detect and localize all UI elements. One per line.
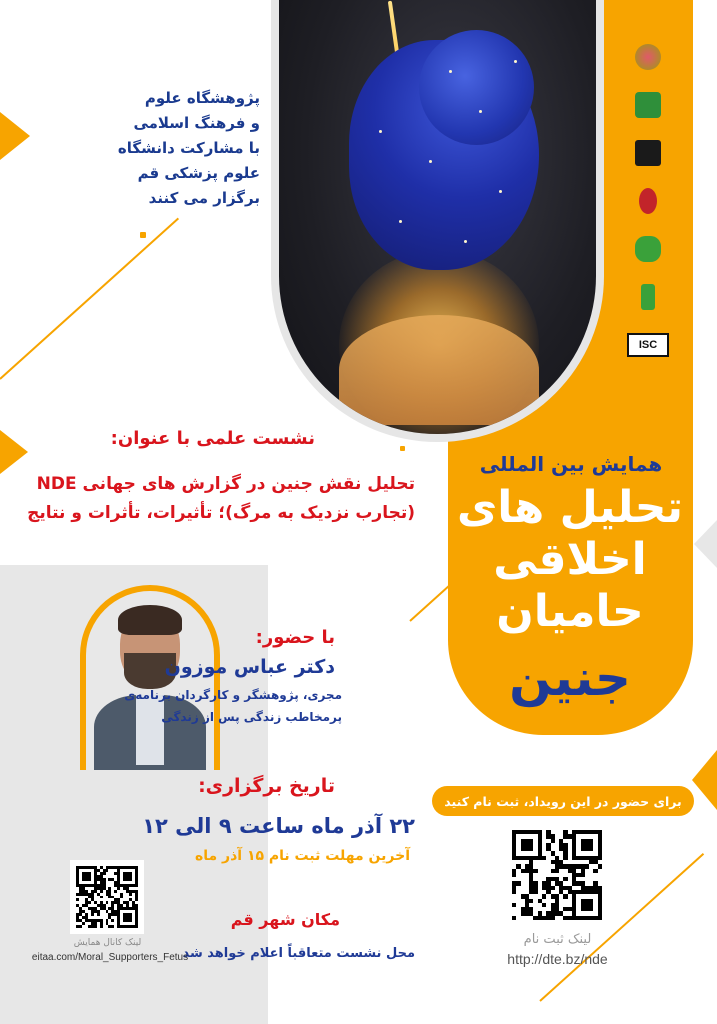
qr-module: [538, 916, 542, 920]
isc-logo-text: ISC: [627, 333, 669, 357]
organizer-line: با مشارکت دانشگاه: [117, 139, 260, 157]
registration-link[interactable]: http://dte.bz/nde: [507, 951, 608, 967]
decor-stripe: [0, 218, 179, 380]
qr-module: [76, 925, 79, 928]
organizer-line: علوم پزشکی قم: [137, 164, 260, 182]
qr-module: [94, 925, 97, 928]
qr-module: [135, 925, 138, 928]
date-value: ۲۲ آذر ماه ساعت ۹ الی ۱۲: [142, 814, 415, 838]
qr-module: [111, 925, 114, 928]
channel-qr-code[interactable]: [70, 860, 144, 934]
qr-module: [97, 925, 100, 928]
star-sparkle: [429, 160, 432, 163]
registration-link-label: لینک ثبت نام: [523, 932, 592, 947]
qr-module: [525, 916, 529, 920]
qr-module: [585, 916, 589, 920]
speaker-shirt: [136, 695, 164, 765]
channel-label: لینک کانال همایش: [73, 938, 142, 948]
fetus-illustration: [279, 0, 596, 434]
star-sparkle: [464, 240, 467, 243]
qr-module: [106, 925, 109, 928]
sponsor-logos: [622, 40, 674, 376]
book-logo: [622, 88, 674, 122]
decor-triangle-top-left: [0, 112, 30, 160]
qr-module: [132, 925, 135, 928]
qr-module: [82, 925, 85, 928]
channel-link[interactable]: eitaa.com/Moral_Supporters_Fetus: [31, 952, 189, 963]
qr-module: [589, 916, 593, 920]
qr-module: [551, 916, 555, 920]
registration-qr-pattern: [512, 830, 602, 920]
registration-qr-code[interactable]: [512, 830, 602, 920]
qr-module: [126, 925, 129, 928]
qr-module: [100, 925, 103, 928]
star-sparkle: [499, 190, 502, 193]
decor-triangle-right: [692, 750, 717, 810]
qr-module: [91, 925, 94, 928]
speaker-bio: پرمخاطب زندگی پس از زندگی: [161, 710, 342, 724]
speaker-label: با حضور:: [255, 627, 335, 648]
star-sparkle: [399, 220, 402, 223]
session-title-line: تحلیل نقش جنین در گزارش های جهانی NDE: [36, 474, 415, 494]
qr-module: [593, 916, 597, 920]
channel-qr-pattern: [76, 866, 138, 928]
qr-module: [581, 916, 585, 920]
qr-module: [533, 916, 537, 920]
iran-emblem-logo: [622, 184, 674, 218]
organizer-text: [50, 86, 260, 211]
register-cta[interactable]: برای حضور در این رویداد، ثبت نام کنید: [432, 786, 694, 816]
star-sparkle: [379, 130, 382, 133]
qr-module: [546, 916, 550, 920]
decor-dot: [400, 446, 405, 451]
qr-module: [103, 925, 106, 928]
session-label: نشست علمی با عنوان:: [110, 428, 315, 449]
place-value: محل نشست متعاقباً اعلام خواهد شد: [182, 946, 415, 961]
decor-dot: [140, 232, 146, 238]
qr-module: [123, 925, 126, 928]
qr-module: [108, 925, 111, 928]
date-label: تاریخ برگزاری:: [198, 775, 335, 797]
speaker-photo-bg: [86, 591, 214, 770]
conference-prefix: همایش بین المللی: [479, 452, 663, 476]
qr-module: [521, 916, 525, 920]
university-logo: [622, 136, 674, 170]
qr-module: [88, 925, 91, 928]
qr-module: [559, 916, 563, 920]
registration-deadline: آخرین مهلت ثبت نام ۱۵ آذر ماه: [194, 848, 410, 864]
qr-module: [555, 916, 559, 920]
conference-title-highlight: جنین: [509, 649, 631, 707]
decor-triangle-right-mid: [694, 520, 717, 568]
decor-triangle-left: [0, 430, 28, 474]
speaker-bio: مجری، پژوهشگر و کارگردان برنامه‌ی: [124, 688, 342, 702]
hands-image: [339, 315, 539, 425]
conference-title-line: تحلیل های: [456, 482, 684, 533]
conference-title: [452, 482, 688, 638]
qr-module: [114, 925, 117, 928]
session-title: [20, 470, 415, 528]
place-label: مکان شهر قم: [230, 910, 340, 929]
star-sparkle: [514, 60, 517, 63]
organizer-line: پژوهشگاه علوم: [144, 89, 260, 107]
qr-module: [598, 916, 602, 920]
qr-module: [529, 916, 533, 920]
emblem-logo: [622, 40, 674, 74]
conference-title-line: حامیان: [496, 586, 644, 637]
qr-module: [568, 916, 572, 920]
conference-title-line: اخلاقی: [493, 534, 647, 585]
fetus-head: [419, 30, 534, 145]
isc-logo: [622, 328, 674, 362]
qr-module: [79, 925, 82, 928]
qr-module: [516, 916, 520, 920]
hero-image-frame: [271, 0, 604, 442]
qr-module: [563, 916, 567, 920]
organizer-line: برگزار می کنند: [148, 189, 260, 207]
qr-module: [542, 916, 546, 920]
nafas-logo: [622, 232, 674, 266]
qr-module: [572, 916, 576, 920]
star-sparkle: [479, 110, 482, 113]
qr-module: [85, 925, 88, 928]
star-sparkle: [449, 70, 452, 73]
qr-module: [117, 925, 120, 928]
organizer-line: و فرهنگ اسلامی: [133, 114, 260, 132]
speaker-name: دکتر عباس موزون: [164, 656, 335, 678]
qr-module: [120, 925, 123, 928]
calligraphy-logo: [622, 280, 674, 314]
session-title-line: (تجارب نزدیک به مرگ)؛ تأثیرات، تأثرات و نتایج: [27, 503, 415, 523]
qr-module: [576, 916, 580, 920]
qr-module: [129, 925, 132, 928]
qr-module: [512, 916, 516, 920]
speaker-hair: [118, 605, 182, 635]
